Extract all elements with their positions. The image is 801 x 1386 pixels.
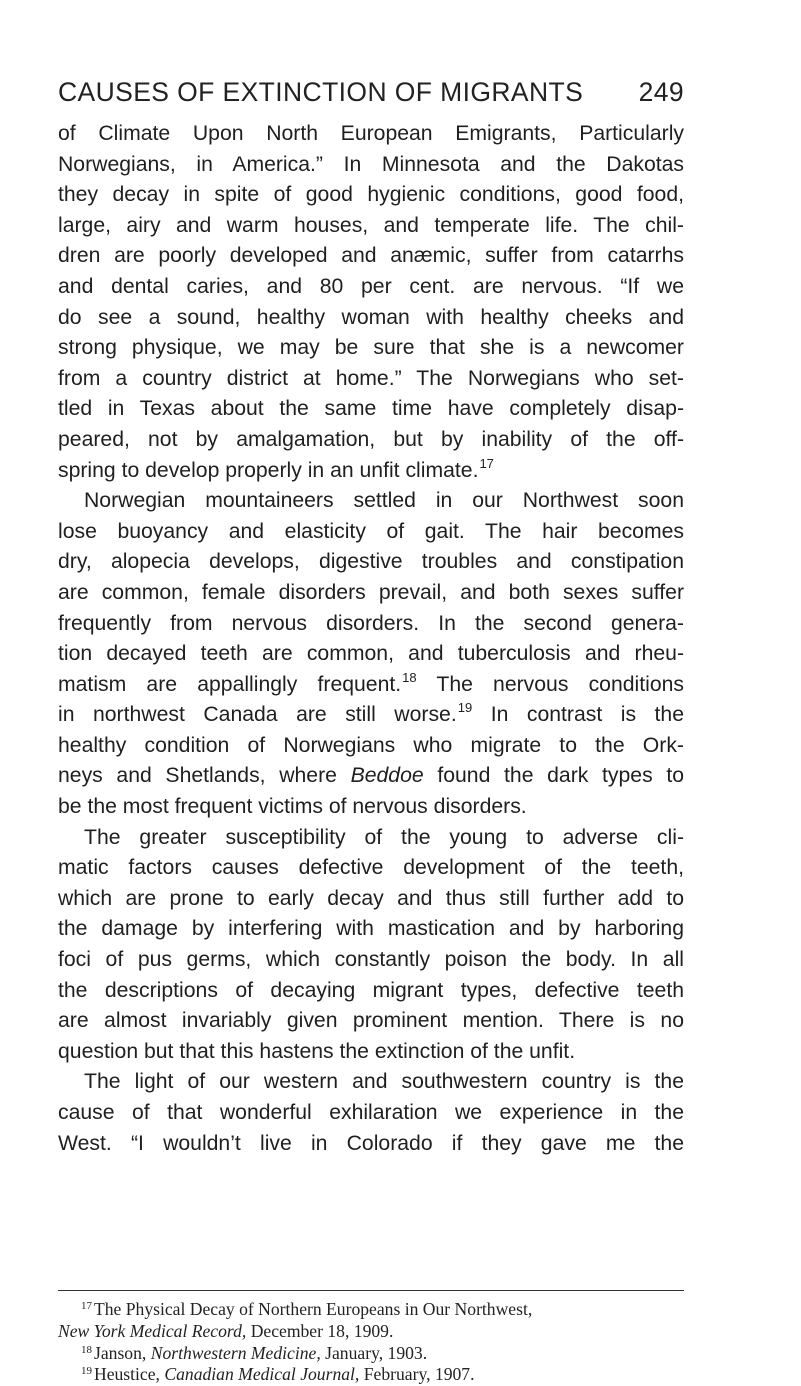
text-line: question but that this hastens the extinction of the unfit.: [58, 1039, 576, 1063]
text-line: matic factors causes defective development of the teeth,: [58, 856, 684, 880]
footnote-text: Heustice,: [94, 1364, 165, 1385]
text-line: [58, 670, 684, 701]
text-span: neys and Shetlands, where: [58, 764, 351, 788]
paragraph-3: [58, 823, 684, 1068]
footnote-number: 17: [81, 1300, 92, 1312]
paragraph-1: [58, 119, 684, 486]
text-line: [58, 456, 684, 487]
journal-title: New York Medical Record,: [58, 1320, 247, 1341]
running-head: [58, 72, 684, 112]
text-line: do see a sound, healthy woman with healthy cheeks and: [58, 305, 684, 329]
text-line: are almost invariably given prominent mention. There is no: [58, 1009, 684, 1033]
text-line: dry, alopecia develops, digestive troubles and constipation: [58, 550, 684, 574]
text-line: dren are poorly developed and anæmic, suffer from catarrhs: [58, 244, 684, 268]
text-line: cause of that wonderful exhilaration we experience in the: [58, 1101, 684, 1124]
text-line: The light of our western and southwestern country is the: [84, 1070, 684, 1094]
footnote-number: 19: [81, 1365, 92, 1378]
text-span: found the dark types to: [423, 764, 685, 788]
text-span: matism are appallingly frequent.: [58, 672, 402, 696]
journal-title: Canadian Medical Journal,: [164, 1364, 360, 1385]
footnote-text: The Physical Decay of Northern Europeans in Our Northwest,: [94, 1299, 533, 1319]
footnote-ref-19[interactable]: 19: [457, 700, 473, 716]
text-line: lose buoyancy and elasticity of gait. The hair becomes: [58, 519, 684, 543]
text-line: tion decayed teeth are common, and tuberculosis and rheu-: [58, 642, 684, 666]
footnote-18: [58, 1343, 684, 1365]
footnote-ref-17[interactable]: 17: [479, 455, 494, 471]
footnote-19: [58, 1364, 684, 1386]
footnote-divider: [58, 1290, 684, 1291]
text-line: healthy condition of Norwegians who migrate to the Ork-: [58, 733, 684, 757]
text-line: be the most frequent victims of nervous disorders.: [58, 795, 527, 819]
text-line: from a country district at home.” The Norwegians who set-: [58, 366, 684, 390]
italic-name: Beddoe: [350, 764, 424, 788]
footnote-number: 18: [81, 1343, 92, 1356]
text-span: The nervous conditions: [416, 672, 684, 696]
text-span: spring to develop properly in an unfit climate.: [58, 458, 479, 482]
text-line: foci of pus germs, which constantly poison the body. In all: [58, 948, 684, 972]
footnote-text: Janson,: [94, 1342, 151, 1363]
page-body: [58, 72, 684, 1159]
paragraph-4: [58, 1067, 684, 1159]
text-line: the descriptions of decaying migrant types, defective teeth: [58, 978, 684, 1002]
running-title: CAUSES OF EXTINCTION OF MIGRANTS: [58, 77, 584, 107]
text-line: tled in Texas about the same time have completely disap-: [58, 397, 684, 421]
text-line: they decay in spite of good hygienic conditions, good food,: [58, 183, 684, 207]
text-line: and dental caries, and 80 per cent. are nervous. “If we: [58, 274, 684, 298]
footnotes: [58, 1299, 684, 1386]
text-line: Norwegian mountaineers settled in our Northwest soon: [84, 489, 684, 513]
paragraph-2: [58, 486, 684, 823]
text-line: frequently from nervous disorders. In the second genera-: [58, 611, 684, 635]
page-number: 249: [638, 77, 684, 107]
text-line: [58, 761, 684, 792]
text-line: which are prone to early decay and thus still further add to: [58, 886, 684, 910]
text-line: Norwegians, in America.” In Minnesota and the Dakotas: [58, 152, 684, 176]
footnote-17: [58, 1299, 684, 1321]
footnote-ref-18[interactable]: 18: [402, 669, 417, 685]
footnote-17-continued: [58, 1321, 684, 1343]
text-span: in northwest Canada are still worse.: [58, 703, 457, 727]
text-line: large, airy and warm houses, and temperate life. The chil-: [58, 213, 684, 237]
text-line: [58, 700, 684, 731]
text-line: the damage by interfering with mastication and by harboring: [58, 917, 684, 941]
footnote-text: January, 1903.: [320, 1342, 428, 1363]
text-line: peared, not by amalgamation, but by inability of the off-: [58, 427, 684, 451]
footnote-text: February, 1907.: [359, 1364, 475, 1385]
text-line: of Climate Upon North European Emigrants, Particularly: [58, 122, 684, 145]
text-line: The greater susceptibility of the young to adverse cli-: [84, 825, 684, 849]
footnote-text: December 18, 1909.: [246, 1320, 394, 1341]
journal-title: Northwestern Medicine,: [150, 1342, 321, 1363]
text-line: West. “I wouldn’t live in Colorado if they gave me the: [58, 1131, 684, 1155]
text-line: are common, female disorders prevail, and both sexes suffer: [58, 580, 684, 604]
text-line: strong physique, we may be sure that she is a newcomer: [58, 336, 684, 360]
text-span: In contrast is the: [472, 703, 684, 727]
